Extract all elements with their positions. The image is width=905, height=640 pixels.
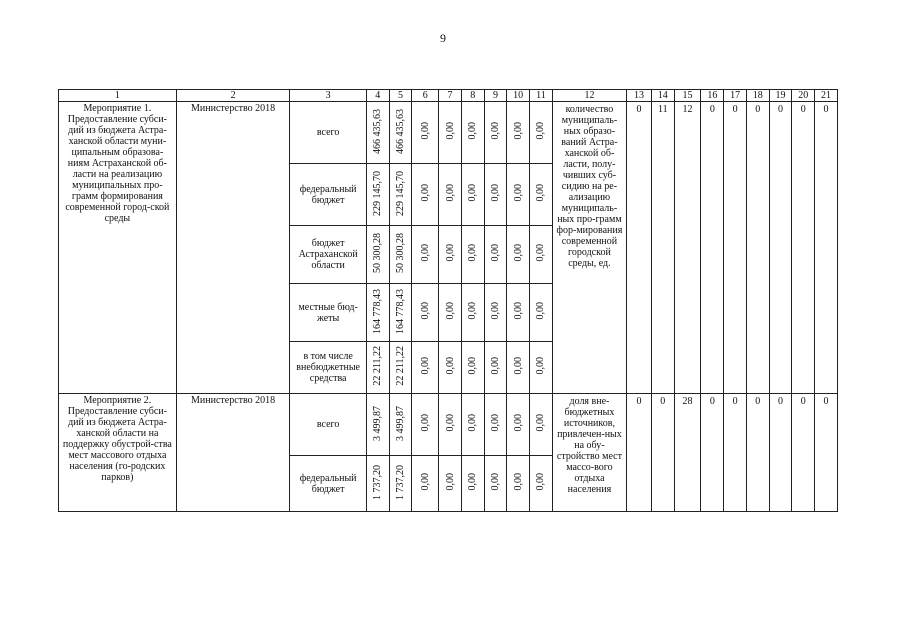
- event-executor: Министерство 2018: [176, 394, 290, 512]
- amount-value: 22 211,22: [394, 346, 406, 386]
- amount-cell: [366, 226, 389, 284]
- amount-value: 0,00: [444, 473, 456, 491]
- indicator-value: 0: [746, 102, 769, 394]
- amount-value: 0,00: [444, 184, 456, 202]
- header-cell: 11: [530, 90, 553, 102]
- amount-value: 0,00: [489, 473, 501, 491]
- header-cell: 20: [792, 90, 815, 102]
- amount-cell: [389, 102, 412, 164]
- amount-value: 3 499,87: [394, 405, 406, 441]
- header-cell: 1: [59, 90, 177, 102]
- amount-cell: [461, 102, 484, 164]
- amount-cell: [439, 164, 462, 226]
- header-cell: 4: [366, 90, 389, 102]
- header-cell: 6: [412, 90, 439, 102]
- amount-value: 0,00: [444, 244, 456, 262]
- header-cell: 3: [290, 90, 366, 102]
- amount-value: 229 145,70: [372, 170, 384, 216]
- amount-cell: [366, 342, 389, 394]
- amount-cell: [530, 226, 553, 284]
- amount-cell: [530, 342, 553, 394]
- amount-cell: [530, 164, 553, 226]
- event-name: Мероприятие 1. Предоставление субси-дий из бюджета Астра-ханской области муни-ципальным образова-ниям Астраханской об-ласти на реализацию муниципальных про-грамм формирования современной город-ской среды: [59, 102, 177, 394]
- indicator-value: 0: [746, 394, 769, 512]
- amount-value: 0,00: [419, 357, 431, 375]
- page-number: 9: [440, 31, 446, 45]
- amount-value: 0,00: [444, 414, 456, 432]
- indicator-value: 0: [627, 102, 652, 394]
- amount-value: 0,00: [512, 357, 524, 375]
- header-cell: 12: [552, 90, 626, 102]
- amount-cell: [461, 164, 484, 226]
- amount-value: 229 145,70: [394, 170, 406, 216]
- funding-source: федеральный бюджет: [290, 164, 366, 226]
- amount-cell: [366, 164, 389, 226]
- amount-value: 0,00: [512, 414, 524, 432]
- program-table: [58, 89, 838, 512]
- indicator-value: 0: [724, 102, 747, 394]
- amount-value: 0,00: [419, 244, 431, 262]
- amount-cell: [507, 284, 530, 342]
- indicator-value: 0: [627, 394, 652, 512]
- amount-cell: [507, 342, 530, 394]
- indicator-value: 0: [701, 394, 724, 512]
- amount-cell: [412, 102, 439, 164]
- amount-cell: [530, 456, 553, 512]
- funding-source: всего: [290, 102, 366, 164]
- amount-value: 0,00: [467, 244, 479, 262]
- amount-value: 0,00: [512, 122, 524, 140]
- amount-cell: [389, 342, 412, 394]
- indicator-value: 0: [724, 394, 747, 512]
- amount-cell: [461, 284, 484, 342]
- amount-cell: [461, 342, 484, 394]
- amount-value: 0,00: [535, 302, 547, 320]
- indicator-value: 0: [769, 394, 792, 512]
- indicator: количество муниципаль-ных образо-ваний Астра-ханской об-ласти, полу-чивших суб-сидию на ре-ализацию муниципаль-ных про-грамм фор-мирования современной городской среды, ед.: [552, 102, 626, 394]
- amount-value: 0,00: [535, 357, 547, 375]
- amount-value: 164 778,43: [372, 288, 384, 334]
- amount-cell: [366, 102, 389, 164]
- amount-cell: [412, 394, 439, 456]
- amount-value: 466 435,63: [394, 108, 406, 154]
- indicator-value: 0: [815, 394, 838, 512]
- amount-value: 0,00: [467, 184, 479, 202]
- amount-value: 0,00: [489, 357, 501, 375]
- header-cell: 17: [724, 90, 747, 102]
- funding-source: федеральный бюджет: [290, 456, 366, 512]
- table-row: [59, 102, 838, 164]
- amount-value: 0,00: [512, 184, 524, 202]
- amount-value: 0,00: [535, 184, 547, 202]
- amount-cell: [366, 456, 389, 512]
- amount-cell: [507, 102, 530, 164]
- amount-value: 0,00: [535, 122, 547, 140]
- amount-cell: [507, 226, 530, 284]
- amount-cell: [412, 164, 439, 226]
- amount-value: 0,00: [419, 184, 431, 202]
- amount-value: 0,00: [489, 244, 501, 262]
- amount-value: 0,00: [512, 473, 524, 491]
- header-cell: 15: [674, 90, 701, 102]
- header-cell: 9: [484, 90, 507, 102]
- amount-value: 50 300,28: [372, 233, 384, 273]
- indicator-value: 0: [815, 102, 838, 394]
- amount-cell: [484, 164, 507, 226]
- indicator-value: 0: [769, 102, 792, 394]
- amount-value: 0,00: [419, 122, 431, 140]
- amount-cell: [389, 394, 412, 456]
- amount-value: 0,00: [419, 302, 431, 320]
- amount-cell: [484, 456, 507, 512]
- amount-value: 0,00: [489, 414, 501, 432]
- amount-cell: [484, 102, 507, 164]
- amount-cell: [439, 342, 462, 394]
- amount-cell: [484, 394, 507, 456]
- amount-value: 0,00: [444, 357, 456, 375]
- amount-value: 0,00: [489, 122, 501, 140]
- funding-source: в том числе внебюджетные средства: [290, 342, 366, 394]
- header-cell: 8: [461, 90, 484, 102]
- amount-value: 22 211,22: [372, 346, 384, 386]
- funding-source: всего: [290, 394, 366, 456]
- amount-cell: [412, 226, 439, 284]
- amount-cell: [507, 456, 530, 512]
- amount-cell: [439, 284, 462, 342]
- event-executor: Министерство 2018: [176, 102, 290, 394]
- amount-value: 466 435,63: [372, 108, 384, 154]
- amount-value: 0,00: [512, 302, 524, 320]
- amount-cell: [461, 226, 484, 284]
- amount-cell: [389, 226, 412, 284]
- amount-value: 1 737,20: [372, 464, 384, 500]
- amount-value: 0,00: [444, 302, 456, 320]
- amount-value: 0,00: [467, 122, 479, 140]
- amount-value: 164 778,43: [394, 288, 406, 334]
- header-cell: 16: [701, 90, 724, 102]
- amount-value: 0,00: [467, 357, 479, 375]
- amount-value: 0,00: [467, 414, 479, 432]
- amount-cell: [530, 284, 553, 342]
- indicator-value: 0: [792, 102, 815, 394]
- indicator-value: 28: [674, 394, 701, 512]
- amount-value: 0,00: [467, 473, 479, 491]
- amount-cell: [530, 102, 553, 164]
- header-cell: 10: [507, 90, 530, 102]
- amount-cell: [366, 394, 389, 456]
- event-name: Мероприятие 2. Предоставление субси-дий из бюджета Астра-ханской области на поддержку обустрой-ства мест массового отдыха населения (го-родских парков): [59, 394, 177, 512]
- amount-value: 0,00: [512, 244, 524, 262]
- header-cell: 19: [769, 90, 792, 102]
- amount-value: 50 300,28: [394, 233, 406, 273]
- amount-value: 3 499,87: [372, 405, 384, 441]
- indicator-value: 11: [651, 102, 674, 394]
- header-cell: 2: [176, 90, 290, 102]
- amount-cell: [412, 456, 439, 512]
- header-cell: 7: [439, 90, 462, 102]
- indicator-value: 0: [701, 102, 724, 394]
- amount-value: 0,00: [535, 473, 547, 491]
- amount-value: 1 737,20: [394, 464, 406, 500]
- amount-cell: [461, 394, 484, 456]
- amount-value: 0,00: [489, 302, 501, 320]
- header-cell: 5: [389, 90, 412, 102]
- amount-cell: [484, 342, 507, 394]
- amount-cell: [439, 394, 462, 456]
- amount-cell: [389, 456, 412, 512]
- amount-cell: [439, 102, 462, 164]
- amount-cell: [484, 226, 507, 284]
- header-cell: 21: [815, 90, 838, 102]
- amount-cell: [389, 164, 412, 226]
- header-row: [59, 90, 838, 102]
- indicator: доля вне-бюджетных источников, привлечен-ных на обу-стройство мест массо-вого отдыха населения: [552, 394, 626, 512]
- funding-source: бюджет Астраханской области: [290, 226, 366, 284]
- header-cell: 14: [651, 90, 674, 102]
- amount-value: 0,00: [444, 122, 456, 140]
- amount-value: 0,00: [467, 302, 479, 320]
- amount-cell: [389, 284, 412, 342]
- amount-value: 0,00: [535, 414, 547, 432]
- header-cell: 13: [627, 90, 652, 102]
- funding-source: местные бюд-жеты: [290, 284, 366, 342]
- amount-value: 0,00: [419, 414, 431, 432]
- table-row: [59, 394, 838, 456]
- amount-cell: [439, 226, 462, 284]
- indicator-value: 0: [651, 394, 674, 512]
- amount-cell: [507, 394, 530, 456]
- indicator-value: 0: [792, 394, 815, 512]
- amount-cell: [412, 342, 439, 394]
- amount-cell: [412, 284, 439, 342]
- amount-cell: [439, 456, 462, 512]
- header-cell: 18: [746, 90, 769, 102]
- amount-value: 0,00: [489, 184, 501, 202]
- amount-value: 0,00: [535, 244, 547, 262]
- amount-value: 0,00: [419, 473, 431, 491]
- amount-cell: [461, 456, 484, 512]
- amount-cell: [366, 284, 389, 342]
- amount-cell: [507, 164, 530, 226]
- indicator-value: 12: [674, 102, 701, 394]
- amount-cell: [484, 284, 507, 342]
- amount-cell: [530, 394, 553, 456]
